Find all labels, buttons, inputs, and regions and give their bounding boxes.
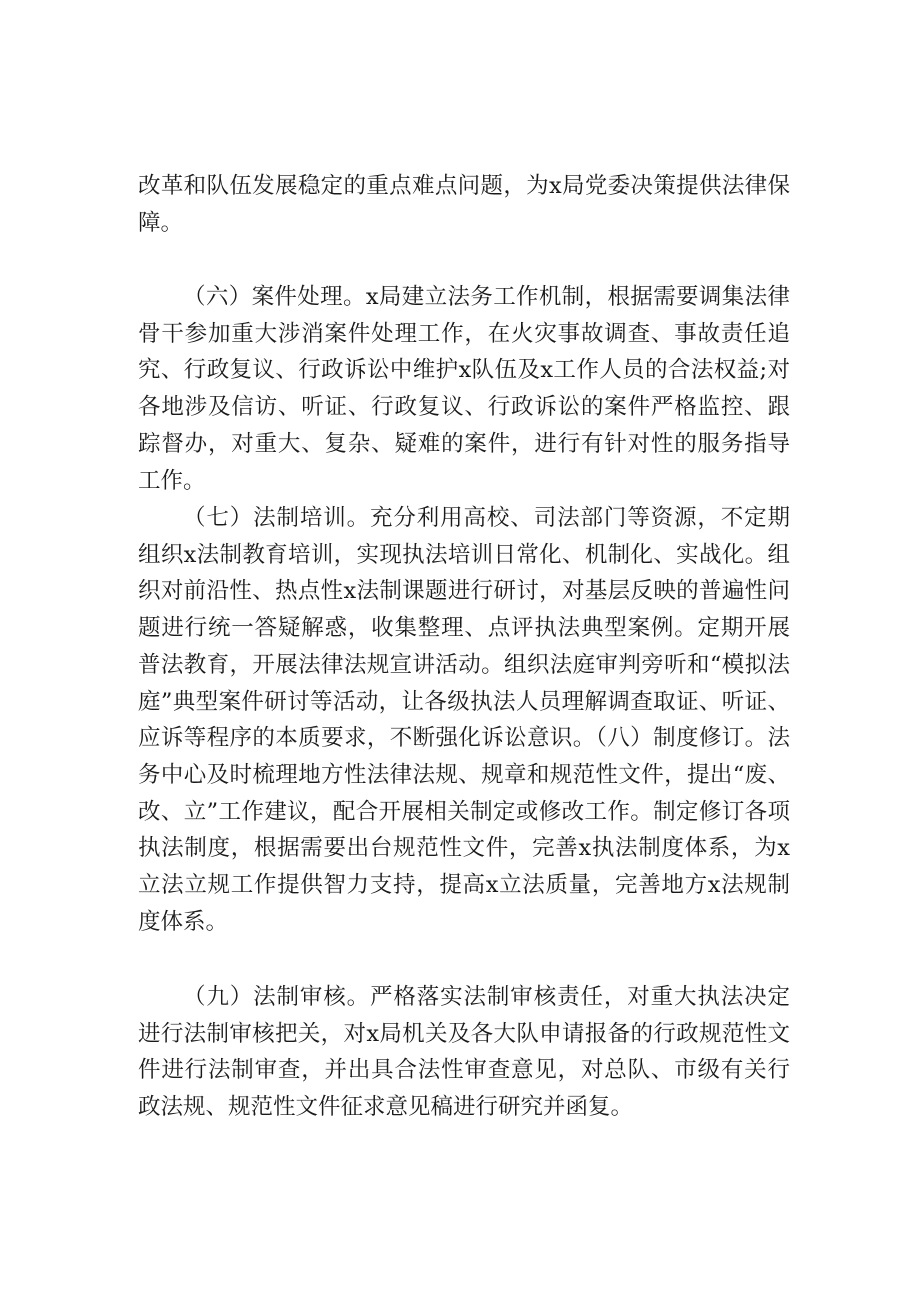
paragraph-continuation: 改革和队伍发展稳定的重点难点问题，为x局党委决策提供法律保障。 [138,173,790,236]
paragraph-case-handling: （六）案件处理。x局建立法务工作机制，根据需要调集法律骨干参加重大涉消案件处理工作，在火灾事故调查、事故责任追究、行政复议、行政诉讼中维护x队伍及x工作人员的合法权益;对各地涉及信访、听证、行政复议、行政诉讼的案件严格监控、跟踪督办，对重大、复杂、疑难的案件，进行有针对性的服务指导工作。 [138,284,790,494]
paragraph-legal-training: （七）法制培训。充分利用高校、司法部门等资源，不定期组织x法制教育培训，实现执法培训日常化、机制化、实战化。组织对前沿性、热点性x法制课题进行研讨，对基层反映的普遍性问题进行统一答疑解惑，收集整理、点评执法典型案例。定期开展普法教育，开展法律法规宣讲活动。组织法庭审判旁听和“模拟法庭”典型案件研讨等活动，让各级执法人员理解调查取证、听证、应诉等程序的本质要求，不断强化诉讼意识。（八）制度修订。法务中心及时梳理地方性法律法规、规章和规范性文件，提出“废、改、立”工作建议，配合开展相关制定或修改工作。制定修订各项执法制度，根据需要出台规范性文件，完善x执法制度体系，为x立法立规工作提供智力支持，提高x立法质量，完善地方x法规制度体系。 [138,505,790,935]
paragraph-legal-review: （九）法制审核。严格落实法制审核责任，对重大执法决定进行法制审核把关，对x局机关及各大队申请报备的行政规范性文件进行法制审查，并出具合法性审查意见，对总队、市级有关行政法规、规范性文件征求意见稿进行研究并函复。 [138,984,790,1121]
